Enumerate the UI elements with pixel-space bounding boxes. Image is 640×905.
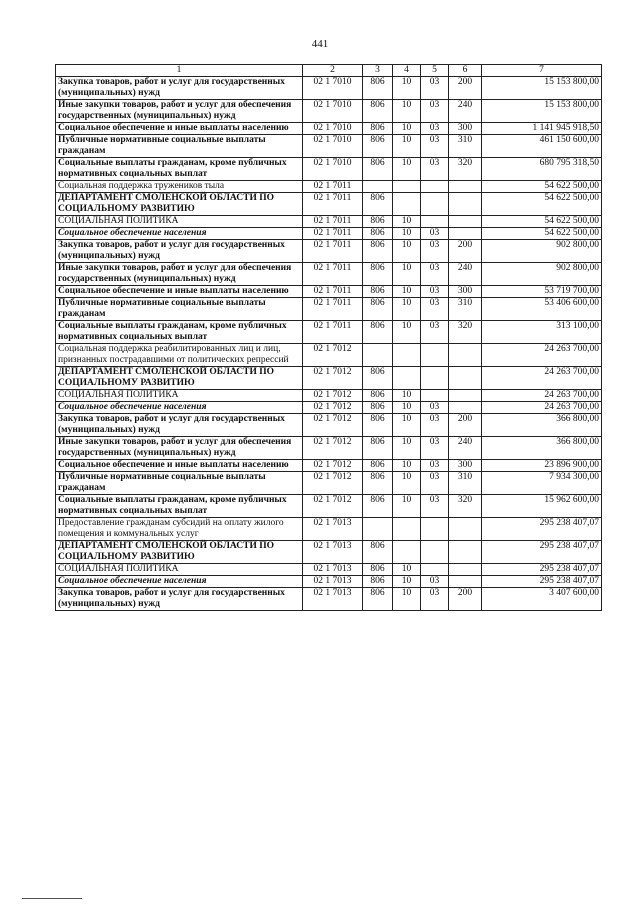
cell-pr: 03 xyxy=(421,402,449,414)
cell-vr: 320 xyxy=(449,321,482,344)
table-row xyxy=(56,135,602,158)
cell-pr xyxy=(421,344,449,367)
cell-sum: 295 238 407,07 xyxy=(482,541,602,564)
cell-csr: 02 1 7012 xyxy=(303,437,363,460)
cell-sum: 24 263 700,00 xyxy=(482,367,602,390)
cell-sum: 7 934 300,00 xyxy=(482,472,602,495)
cell-pr: 03 xyxy=(421,158,449,181)
cell-vr: 240 xyxy=(449,100,482,123)
cell-pr: 03 xyxy=(421,123,449,135)
table-row xyxy=(56,298,602,321)
cell-pr xyxy=(421,564,449,576)
cell-vr: 320 xyxy=(449,495,482,518)
cell-name: Публичные нормативные социальные выплаты гражданам xyxy=(56,298,303,321)
cell-rz xyxy=(393,518,421,541)
cell-csr: 02 1 7011 xyxy=(303,286,363,298)
cell-name: Закупка товаров, работ и услуг для государственных (муниципальных) нужд xyxy=(56,77,303,100)
cell-vr: 200 xyxy=(449,588,482,611)
cell-rz xyxy=(393,541,421,564)
cell-pr xyxy=(421,181,449,193)
cell-vr: 200 xyxy=(449,77,482,100)
cell-pr xyxy=(421,367,449,390)
cell-rz: 10 xyxy=(393,437,421,460)
table-row xyxy=(56,263,602,286)
cell-grbs: 806 xyxy=(363,135,393,158)
table-row xyxy=(56,414,602,437)
cell-grbs: 806 xyxy=(363,472,393,495)
cell-rz: 10 xyxy=(393,321,421,344)
cell-pr: 03 xyxy=(421,588,449,611)
cell-rz: 10 xyxy=(393,240,421,263)
cell-vr: 240 xyxy=(449,263,482,286)
table-row xyxy=(56,576,602,588)
cell-vr xyxy=(449,402,482,414)
cell-csr: 02 1 7011 xyxy=(303,216,363,228)
cell-vr xyxy=(449,367,482,390)
cell-csr: 02 1 7011 xyxy=(303,263,363,286)
table-row xyxy=(56,77,602,100)
cell-pr: 03 xyxy=(421,472,449,495)
cell-pr xyxy=(421,390,449,402)
cell-name: ДЕПАРТАМЕНТ СМОЛЕНСКОЙ ОБЛАСТИ ПО СОЦИАЛЬНОМУ РАЗВИТИЮ xyxy=(56,541,303,564)
cell-vr xyxy=(449,541,482,564)
cell-rz: 10 xyxy=(393,135,421,158)
cell-rz xyxy=(393,181,421,193)
page-number: 441 xyxy=(311,38,329,50)
cell-grbs xyxy=(363,344,393,367)
cell-vr: 310 xyxy=(449,135,482,158)
cell-vr: 240 xyxy=(449,437,482,460)
cell-vr: 300 xyxy=(449,460,482,472)
cell-name: ДЕПАРТАМЕНТ СМОЛЕНСКОЙ ОБЛАСТИ ПО СОЦИАЛЬНОМУ РАЗВИТИЮ xyxy=(56,367,303,390)
table-row xyxy=(56,588,602,611)
cell-sum: 902 800,00 xyxy=(482,240,602,263)
cell-csr: 02 1 7011 xyxy=(303,193,363,216)
cell-pr: 03 xyxy=(421,240,449,263)
cell-name: Социальное обеспечение населения xyxy=(56,228,303,240)
cell-grbs: 806 xyxy=(363,414,393,437)
cell-csr: 02 1 7011 xyxy=(303,181,363,193)
cell-pr: 03 xyxy=(421,286,449,298)
cell-grbs: 806 xyxy=(363,263,393,286)
cell-vr: 320 xyxy=(449,158,482,181)
cell-sum: 54 622 500,00 xyxy=(482,216,602,228)
table-row xyxy=(56,123,602,135)
cell-rz: 10 xyxy=(393,77,421,100)
cell-sum: 23 896 900,00 xyxy=(482,460,602,472)
table-row xyxy=(56,240,602,263)
table-row xyxy=(56,437,602,460)
header-cell-name: 1 xyxy=(56,65,303,77)
cell-pr xyxy=(421,518,449,541)
table-row xyxy=(56,564,602,576)
cell-rz: 10 xyxy=(393,158,421,181)
cell-csr: 02 1 7010 xyxy=(303,123,363,135)
cell-sum: 313 100,00 xyxy=(482,321,602,344)
cell-vr xyxy=(449,228,482,240)
cell-grbs: 806 xyxy=(363,564,393,576)
cell-rz: 10 xyxy=(393,298,421,321)
cell-name: Закупка товаров, работ и услуг для государственных (муниципальных) нужд xyxy=(56,588,303,611)
cell-name: Социальное обеспечение и иные выплаты населению xyxy=(56,460,303,472)
cell-pr: 03 xyxy=(421,298,449,321)
cell-csr: 02 1 7010 xyxy=(303,100,363,123)
cell-grbs: 806 xyxy=(363,298,393,321)
cell-name: Социальное обеспечение и иные выплаты населению xyxy=(56,123,303,135)
table-row xyxy=(56,367,602,390)
cell-name: СОЦИАЛЬНАЯ ПОЛИТИКА xyxy=(56,216,303,228)
cell-pr: 03 xyxy=(421,414,449,437)
cell-csr: 02 1 7010 xyxy=(303,158,363,181)
cell-name: Закупка товаров, работ и услуг для государственных (муниципальных) нужд xyxy=(56,414,303,437)
cell-rz: 10 xyxy=(393,460,421,472)
cell-grbs: 806 xyxy=(363,158,393,181)
cell-csr: 02 1 7011 xyxy=(303,228,363,240)
cell-vr xyxy=(449,518,482,541)
cell-rz: 10 xyxy=(393,100,421,123)
cell-grbs: 806 xyxy=(363,576,393,588)
cell-grbs xyxy=(363,518,393,541)
cell-pr: 03 xyxy=(421,77,449,100)
cell-rz xyxy=(393,344,421,367)
cell-rz: 10 xyxy=(393,123,421,135)
table-row xyxy=(56,216,602,228)
table-row xyxy=(56,402,602,414)
cell-csr: 02 1 7010 xyxy=(303,135,363,158)
cell-csr: 02 1 7011 xyxy=(303,321,363,344)
table-row xyxy=(56,472,602,495)
header-cell-rz: 4 xyxy=(393,65,421,77)
cell-pr xyxy=(421,193,449,216)
cell-pr: 03 xyxy=(421,100,449,123)
table-body xyxy=(56,77,602,611)
cell-name: ДЕПАРТАМЕНТ СМОЛЕНСКОЙ ОБЛАСТИ ПО СОЦИАЛЬНОМУ РАЗВИТИЮ xyxy=(56,193,303,216)
cell-name: Социальное обеспечение и иные выплаты населению xyxy=(56,286,303,298)
cell-vr xyxy=(449,564,482,576)
footer-mark xyxy=(22,898,82,901)
cell-rz: 10 xyxy=(393,263,421,286)
cell-rz: 10 xyxy=(393,495,421,518)
cell-grbs: 806 xyxy=(363,367,393,390)
cell-csr: 02 1 7012 xyxy=(303,402,363,414)
table-row xyxy=(56,158,602,181)
cell-vr xyxy=(449,216,482,228)
cell-vr: 310 xyxy=(449,472,482,495)
cell-sum: 54 622 500,00 xyxy=(482,181,602,193)
table-row xyxy=(56,495,602,518)
cell-pr: 03 xyxy=(421,437,449,460)
cell-rz: 10 xyxy=(393,228,421,240)
cell-sum: 3 407 600,00 xyxy=(482,588,602,611)
cell-vr xyxy=(449,390,482,402)
cell-rz xyxy=(393,193,421,216)
cell-sum: 295 238 407,07 xyxy=(482,564,602,576)
table-row xyxy=(56,390,602,402)
cell-name: Публичные нормативные социальные выплаты гражданам xyxy=(56,472,303,495)
cell-sum: 53 719 700,00 xyxy=(482,286,602,298)
header-cell-pr: 5 xyxy=(421,65,449,77)
cell-grbs: 806 xyxy=(363,390,393,402)
cell-csr: 02 1 7012 xyxy=(303,414,363,437)
cell-sum: 54 622 500,00 xyxy=(482,193,602,216)
cell-csr: 02 1 7012 xyxy=(303,344,363,367)
cell-csr: 02 1 7012 xyxy=(303,390,363,402)
cell-sum: 295 238 407,07 xyxy=(482,576,602,588)
cell-vr: 300 xyxy=(449,123,482,135)
cell-grbs: 806 xyxy=(363,100,393,123)
cell-pr xyxy=(421,216,449,228)
cell-rz: 10 xyxy=(393,414,421,437)
cell-grbs: 806 xyxy=(363,588,393,611)
cell-csr: 02 1 7012 xyxy=(303,472,363,495)
cell-name: Социальные выплаты гражданам, кроме публичных нормативных социальных выплат xyxy=(56,321,303,344)
cell-sum: 902 800,00 xyxy=(482,263,602,286)
table-header-row xyxy=(56,65,602,77)
table-row xyxy=(56,286,602,298)
cell-vr: 300 xyxy=(449,286,482,298)
cell-name: Социальная поддержка реабилитированных лиц и лиц, признанных пострадавшими от политических репрессий xyxy=(56,344,303,367)
cell-sum: 461 150 600,00 xyxy=(482,135,602,158)
cell-name: Иные закупки товаров, работ и услуг для обеспечения государственных (муниципальных) нужд xyxy=(56,100,303,123)
header-cell-vr: 6 xyxy=(449,65,482,77)
cell-name: СОЦИАЛЬНАЯ ПОЛИТИКА xyxy=(56,390,303,402)
table-row xyxy=(56,193,602,216)
cell-name: Публичные нормативные социальные выплаты гражданам xyxy=(56,135,303,158)
cell-grbs: 806 xyxy=(363,193,393,216)
cell-sum: 24 263 700,00 xyxy=(482,390,602,402)
cell-pr xyxy=(421,541,449,564)
table-row xyxy=(56,460,602,472)
cell-grbs: 806 xyxy=(363,460,393,472)
cell-name: Предоставление гражданам субсидий на оплату жилого помещения и коммунальных услуг xyxy=(56,518,303,541)
cell-sum: 53 406 600,00 xyxy=(482,298,602,321)
cell-pr: 03 xyxy=(421,228,449,240)
cell-grbs: 806 xyxy=(363,286,393,298)
table-row xyxy=(56,228,602,240)
cell-vr: 200 xyxy=(449,240,482,263)
table-row xyxy=(56,518,602,541)
cell-pr: 03 xyxy=(421,263,449,286)
cell-grbs: 806 xyxy=(363,437,393,460)
cell-csr: 02 1 7010 xyxy=(303,77,363,100)
table-row xyxy=(56,344,602,367)
cell-csr: 02 1 7013 xyxy=(303,541,363,564)
cell-rz: 10 xyxy=(393,286,421,298)
cell-rz: 10 xyxy=(393,402,421,414)
cell-sum: 54 622 500,00 xyxy=(482,228,602,240)
cell-sum: 15 153 800,00 xyxy=(482,100,602,123)
cell-name: Иные закупки товаров, работ и услуг для обеспечения государственных (муниципальных) нужд xyxy=(56,263,303,286)
cell-sum: 366 800,00 xyxy=(482,414,602,437)
cell-vr xyxy=(449,344,482,367)
cell-csr: 02 1 7012 xyxy=(303,367,363,390)
cell-name: СОЦИАЛЬНАЯ ПОЛИТИКА xyxy=(56,564,303,576)
cell-grbs: 806 xyxy=(363,495,393,518)
cell-vr xyxy=(449,576,482,588)
cell-name: Иные закупки товаров, работ и услуг для обеспечения государственных (муниципальных) нужд xyxy=(56,437,303,460)
table-row xyxy=(56,100,602,123)
cell-sum: 1 141 945 918,50 xyxy=(482,123,602,135)
cell-grbs: 806 xyxy=(363,123,393,135)
cell-name: Социальное обеспечение населения xyxy=(56,576,303,588)
cell-sum: 366 800,00 xyxy=(482,437,602,460)
cell-pr: 03 xyxy=(421,321,449,344)
cell-csr: 02 1 7013 xyxy=(303,518,363,541)
cell-grbs: 806 xyxy=(363,216,393,228)
cell-grbs: 806 xyxy=(363,240,393,263)
cell-name: Социальные выплаты гражданам, кроме публичных нормативных социальных выплат xyxy=(56,158,303,181)
cell-sum: 24 263 700,00 xyxy=(482,402,602,414)
cell-pr: 03 xyxy=(421,460,449,472)
cell-pr: 03 xyxy=(421,135,449,158)
cell-grbs xyxy=(363,181,393,193)
cell-sum: 295 238 407,07 xyxy=(482,518,602,541)
cell-csr: 02 1 7013 xyxy=(303,576,363,588)
cell-rz: 10 xyxy=(393,390,421,402)
cell-sum: 15 153 800,00 xyxy=(482,77,602,100)
header-cell-csr: 2 xyxy=(303,65,363,77)
table-row xyxy=(56,321,602,344)
cell-csr: 02 1 7013 xyxy=(303,564,363,576)
cell-rz: 10 xyxy=(393,216,421,228)
cell-sum: 24 263 700,00 xyxy=(482,344,602,367)
cell-rz: 10 xyxy=(393,472,421,495)
cell-rz: 10 xyxy=(393,564,421,576)
header-cell-grbs: 3 xyxy=(363,65,393,77)
cell-sum: 680 795 318,50 xyxy=(482,158,602,181)
cell-vr xyxy=(449,193,482,216)
cell-name: Социальное обеспечение населения xyxy=(56,402,303,414)
cell-vr: 310 xyxy=(449,298,482,321)
cell-pr: 03 xyxy=(421,576,449,588)
cell-grbs: 806 xyxy=(363,541,393,564)
cell-sum: 15 962 600,00 xyxy=(482,495,602,518)
cell-vr xyxy=(449,181,482,193)
cell-name: Закупка товаров, работ и услуг для государственных (муниципальных) нужд xyxy=(56,240,303,263)
table-row xyxy=(56,541,602,564)
cell-grbs: 806 xyxy=(363,228,393,240)
cell-rz: 10 xyxy=(393,588,421,611)
cell-grbs: 806 xyxy=(363,77,393,100)
cell-csr: 02 1 7012 xyxy=(303,495,363,518)
header-cell-sum: 7 xyxy=(482,65,602,77)
cell-rz: 10 xyxy=(393,576,421,588)
cell-grbs: 806 xyxy=(363,402,393,414)
cell-name: Социальные выплаты гражданам, кроме публичных нормативных социальных выплат xyxy=(56,495,303,518)
budget-table xyxy=(55,64,602,611)
cell-csr: 02 1 7013 xyxy=(303,588,363,611)
cell-rz xyxy=(393,367,421,390)
cell-csr: 02 1 7011 xyxy=(303,298,363,321)
cell-vr: 200 xyxy=(449,414,482,437)
cell-pr: 03 xyxy=(421,495,449,518)
cell-csr: 02 1 7011 xyxy=(303,240,363,263)
cell-csr: 02 1 7012 xyxy=(303,460,363,472)
table-row xyxy=(56,181,602,193)
cell-name: Социальная поддержка тружеников тыла xyxy=(56,181,303,193)
cell-grbs: 806 xyxy=(363,321,393,344)
